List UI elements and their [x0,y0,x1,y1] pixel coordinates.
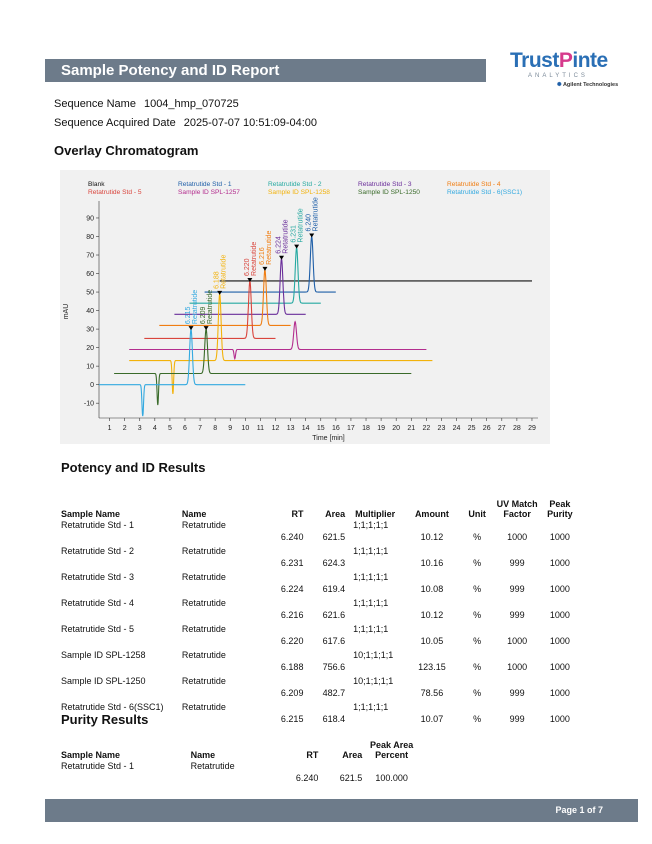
cell-sample: Sample ID SPL-1258 [61,650,146,660]
x-tick-label: 20 [392,425,401,432]
purity-cell-rt: 6.240 [295,773,319,783]
potency-header-row [61,485,581,519]
agilent-spark-icon: ✺ [557,82,562,88]
peak-marker [262,267,267,271]
cell-uv-match: 1000 [507,636,528,646]
peak-name-label: Retatrutide [192,289,200,325]
cell-multiplier: 1;1;1;1;1 [353,546,389,556]
purity-col-name: Name [190,750,216,760]
col-unit: Unit [468,509,486,519]
cell-area: 618.4 [322,714,346,724]
legend-entry: Retatrutide Std - 6(SSC1) [447,189,523,196]
y-tick-label: 80 [86,233,94,241]
purity-cell-sample: Retatrutide Std - 1 [61,761,135,771]
peak-rt-label: 6.209 [200,306,208,325]
potency-row [61,649,581,675]
purity-header-row [61,738,421,760]
peak-rt-label: 6.215 [185,306,193,325]
x-tick-label: 11 [256,425,265,432]
col-name: Name [181,509,207,519]
peak-rt-label: 6.216 [258,247,266,265]
chromatogram-svg [60,170,550,444]
purity-row [61,760,421,786]
cell-peak-purity: 1000 [549,584,570,594]
peak-marker [217,291,222,295]
cell-peak-purity: 1000 [549,688,570,698]
series-line-8 [114,329,411,405]
cell-peak-purity: 1000 [549,532,570,542]
cell-uv-match: 999 [509,714,525,724]
cell-amount: 123.15 [418,662,446,672]
purity-table [61,738,421,786]
cell-rt: 6.209 [280,688,304,698]
x-tick-label: 17 [347,425,355,432]
agilent-text: Agilent Technologies [562,82,619,88]
col-peak-purity: Peak Purity [547,499,573,519]
cell-peak-purity: 1000 [549,610,570,620]
purity-cell-area: 621.5 [339,773,363,783]
cell-uv-match: 1000 [507,532,528,542]
potency-row [61,597,581,623]
x-tick-label: 16 [331,425,340,432]
x-tick-label: 4 [152,425,157,432]
peak-marker [204,326,209,330]
x-tick-label: 27 [497,425,506,432]
x-tick-label: 14 [301,425,310,432]
x-axis-title: Time [min] [312,435,345,442]
x-tick-label: 3 [137,425,142,432]
sequence-name-row [54,98,239,110]
legend-entry: Sample ID SPL-1257 [178,189,240,196]
potency-row [61,571,581,597]
peak-marker [309,233,314,237]
cell-amount: 10.07 [420,714,444,724]
cell-rt: 6.188 [280,662,304,672]
cell-name: Retatrutide [181,676,226,686]
cell-sample: Retatrutide Std - 3 [61,572,135,582]
cell-sample: Retatrutide Std - 6(SSC1) [61,702,164,712]
cell-amount: 78.56 [420,688,444,698]
x-tick-label: 29 [528,425,536,432]
cell-uv-match: 999 [509,610,525,620]
cell-uv-match: 999 [509,584,525,594]
peak-rt-label: 6.231 [290,225,298,243]
cell-amount: 10.12 [420,610,444,620]
x-tick-label: 15 [316,425,325,432]
x-tick-label: 25 [467,425,476,432]
potency-row [61,623,581,649]
sequence-name-value: 1004_hmp_070725 [143,98,239,110]
cell-area: 619.4 [322,584,346,594]
cell-multiplier: 1;1;1;1;1 [353,520,389,530]
cell-rt: 6.216 [280,610,304,620]
cell-sample: Retatrutide Std - 2 [61,546,135,556]
y-tick-label: 20 [86,345,94,353]
legend-entry: Retatrutide Std - 4 [447,181,501,188]
peak-rt-label: 6.240 [305,213,313,232]
cell-rt: 6.240 [280,532,304,542]
page-footer [45,799,638,822]
cell-multiplier: 1;1;1;1;1 [353,598,389,608]
cell-multiplier: 1;1;1;1;1 [353,624,389,634]
cell-multiplier: 10;1;1;1;1 [353,650,394,660]
legend-entry: Retatrutide Std - 3 [358,181,412,188]
logo-text-3: inte [572,49,608,72]
cell-rt: 6.215 [280,714,304,724]
overlay-chromatogram [60,170,550,444]
cell-unit: % [473,558,482,568]
cell-amount: 10.08 [420,584,444,594]
overlay-heading: Overlay Chromatogram [54,143,199,158]
x-tick-label: 7 [198,425,203,432]
cell-unit: % [473,662,482,672]
acquired-date-row [54,117,317,129]
peak-rt-label: 6.188 [213,271,221,289]
cell-name: Retatrutide [181,624,226,634]
y-tick-label: 70 [86,252,94,260]
peak-name-label: Retatrutide [312,197,320,232]
cell-unit: % [473,532,482,542]
peak-name-label: Retatrutide [220,254,228,289]
y-tick-label: 30 [86,326,94,334]
peak-marker [279,256,284,260]
col-uv-match: UV Match Factor [496,499,538,519]
cell-rt: 6.224 [280,584,304,594]
purity-col-rt: RT [306,750,319,760]
col-sample-name: Sample Name [61,509,121,519]
acquired-date-label: Sequence Acquired Date [54,117,176,129]
x-tick-label: 9 [228,425,233,432]
series-line-6 [129,322,426,359]
y-tick-label: 50 [86,289,94,297]
cell-multiplier: 1;1;1;1;1 [353,572,389,582]
cell-name: Retatrutide [181,520,226,530]
x-tick-label: 12 [271,425,280,432]
legend-entry: Retatrutide Std - 2 [268,181,322,188]
cell-area: 756.6 [322,662,346,672]
cell-sample: Retatrutide Std - 1 [61,520,135,530]
cell-amount: 10.16 [420,558,444,568]
peak-name-label: Retatrutide [282,219,290,254]
y-tick-label: 40 [86,308,94,316]
cell-unit: % [473,714,482,724]
cell-sample: Retatrutide Std - 5 [61,624,135,634]
x-tick-label: 28 [512,425,521,432]
cell-name: Retatrutide [181,572,226,582]
legend-entry: Retatrutide Std - 5 [88,189,142,196]
x-tick-label: 26 [482,425,491,432]
purity-col-area: Area [342,750,363,760]
cell-rt: 6.220 [280,636,304,646]
cell-unit: % [473,584,482,594]
x-tick-label: 21 [407,425,416,432]
cell-peak-purity: 1000 [549,662,570,672]
col-amount: Amount [414,509,449,519]
x-tick-label: 13 [286,425,295,432]
logo-subtitle: ANALYTICS [528,73,588,79]
legend-entry: Sample ID SPL-1258 [268,189,330,196]
purity-col-percent: Peak Area Percent [370,740,414,760]
cell-area: 621.5 [322,532,346,542]
col-multiplier: Multiplier [355,509,396,519]
agilent-mark [557,82,618,88]
cell-sample: Sample ID SPL-1250 [61,676,146,686]
logo-text-1: Trust [510,49,559,72]
y-tick-label: 60 [86,271,94,279]
potency-row [61,675,581,701]
cell-peak-purity: 1000 [549,558,570,568]
purity-cell-name: Retatrutide [190,761,235,771]
report-title: Sample Potency and ID Report [45,59,486,82]
x-tick-label: 18 [362,425,370,432]
peak-marker [294,245,299,249]
page-number: Page 1 of 7 [555,805,603,815]
y-tick-label: 90 [86,215,94,223]
y-tick-label: -10 [83,400,94,408]
y-tick-label: 10 [86,363,94,371]
logo-text-2: P [558,49,573,72]
cell-unit: % [473,636,482,646]
cell-peak-purity: 1000 [549,714,570,724]
sequence-name-label: Sequence Name [54,98,136,110]
peak-name-label: Retatrutide [265,230,273,265]
potency-table [61,485,581,727]
cell-amount: 10.12 [420,532,444,542]
acquired-date-value: 2025-07-07 10:51:09-04:00 [183,117,318,129]
x-tick-label: 6 [183,425,187,432]
cell-multiplier: 10;1;1;1;1 [353,676,394,686]
peak-marker [189,326,194,330]
cell-peak-purity: 1000 [549,636,570,646]
cell-area: 482.7 [322,688,346,698]
cell-area: 621.6 [322,610,346,620]
cell-area: 624.3 [322,558,346,568]
cell-uv-match: 999 [509,558,525,568]
cell-amount: 10.05 [420,636,444,646]
x-tick-label: 24 [452,425,461,432]
legend-entry: Retatrutide Std - 1 [178,181,232,188]
cell-unit: % [473,688,482,698]
cell-sample: Retatrutide Std - 4 [61,598,135,608]
cell-uv-match: 999 [509,688,525,698]
cell-name: Retatrutide [181,598,226,608]
peak-rt-label: 6.224 [275,236,283,254]
x-tick-label: 22 [422,425,431,432]
purity-cell-percent: 100.000 [375,773,408,783]
potency-row [61,545,581,571]
cell-unit: % [473,610,482,620]
x-tick-label: 5 [167,425,172,432]
x-tick-label: 23 [437,425,446,432]
col-area: Area [325,509,346,519]
peak-name-label: Retatrutide [207,289,215,325]
x-tick-label: 8 [213,425,218,432]
peak-name-label: Retatrutide [250,241,258,276]
legend-entry: Sample ID SPL-1250 [358,189,420,196]
cell-name: Retatrutide [181,546,226,556]
cell-name: Retatrutide [181,702,226,712]
legend-entry: Blank [88,181,105,188]
cell-rt: 6.231 [280,558,304,568]
y-tick-label: 0 [90,382,94,390]
cell-uv-match: 1000 [507,662,528,672]
purity-heading: Purity Results [61,712,149,727]
cell-name: Retatrutide [181,650,226,660]
cell-multiplier: 1;1;1;1;1 [353,702,389,712]
cell-area: 617.6 [322,636,346,646]
potency-heading: Potency and ID Results [61,460,206,475]
x-tick-label: 10 [241,425,250,432]
col-rt: RT [291,509,304,519]
x-tick-label: 2 [122,425,127,432]
x-tick-label: 1 [107,425,112,432]
peak-rt-label: 6.220 [243,258,251,276]
y-axis-title: mAU [63,303,70,320]
peak-name-label: Retatrutide [297,208,305,243]
series-line-7 [129,294,432,394]
purity-col-sample-name: Sample Name [61,750,121,760]
x-tick-label: 19 [377,425,386,432]
potency-row [61,519,581,545]
